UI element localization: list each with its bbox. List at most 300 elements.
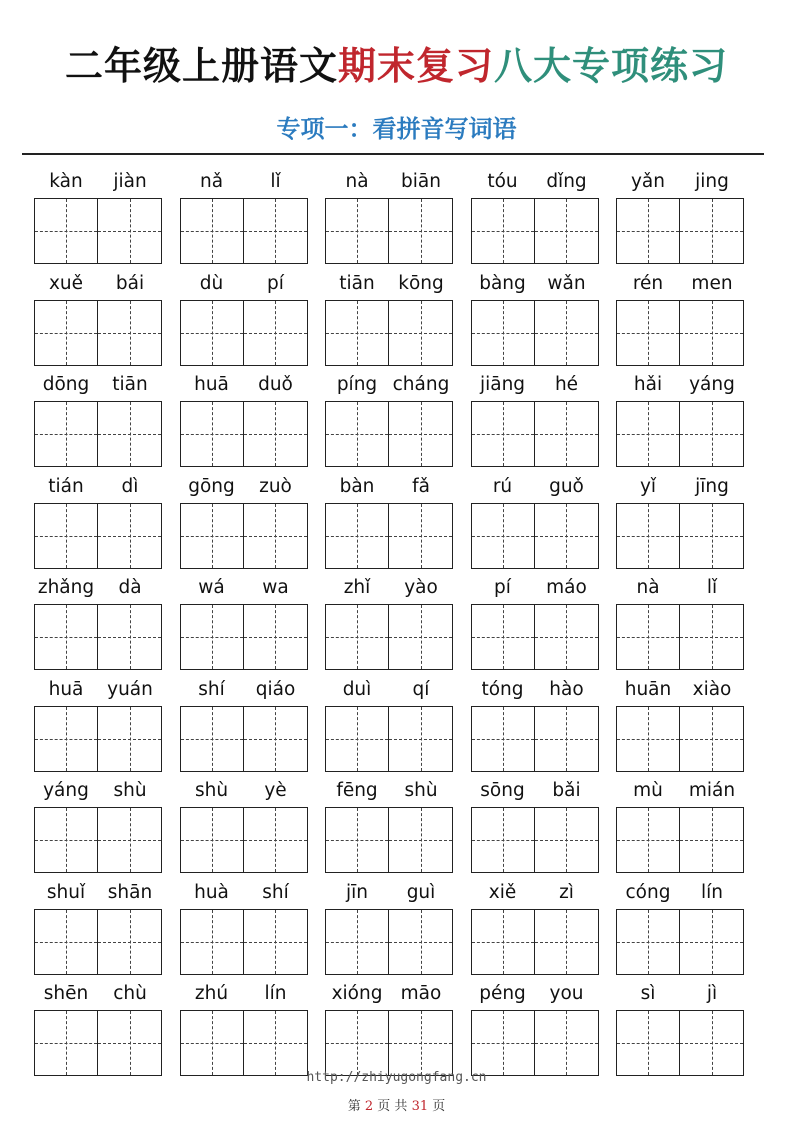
pinyin-syllable: men	[691, 272, 733, 294]
cell-horizontal-guide	[389, 231, 452, 232]
writing-boxes	[180, 503, 308, 569]
word-item	[616, 676, 744, 776]
pinyin-syllable: máo	[546, 577, 587, 598]
pinyin-syllable: huā	[48, 678, 84, 700]
cell-horizontal-guide	[472, 637, 534, 638]
word-item	[471, 371, 599, 471]
writing-boxes	[325, 604, 453, 670]
writing-boxes	[180, 300, 308, 366]
tian-zi-ge-cell[interactable]	[34, 604, 98, 670]
tian-zi-ge-cell[interactable]	[244, 198, 308, 264]
tian-zi-ge-cell[interactable]	[34, 909, 98, 975]
cell-horizontal-guide	[617, 637, 679, 638]
cell-horizontal-guide	[617, 942, 679, 943]
word-item	[616, 168, 744, 268]
tian-zi-ge-cell[interactable]	[471, 300, 535, 366]
pinyin-syllable: duǒ	[258, 374, 293, 395]
pinyin-syllable: shēn	[43, 983, 89, 1004]
cell-horizontal-guide	[244, 333, 307, 334]
tian-zi-ge-cell[interactable]	[244, 807, 308, 873]
cell-horizontal-guide	[472, 739, 534, 740]
cell-horizontal-guide	[181, 536, 243, 537]
cell-horizontal-guide	[472, 434, 534, 435]
writing-boxes	[471, 1010, 599, 1076]
cell-horizontal-guide	[389, 1043, 452, 1044]
word-row	[34, 980, 746, 1082]
tian-zi-ge-cell[interactable]	[535, 909, 599, 975]
pinyin-syllable: qiáo	[255, 678, 296, 700]
pinyin-syllable: hào	[549, 678, 584, 700]
cell-horizontal-guide	[389, 637, 452, 638]
word-item	[471, 473, 599, 573]
footer-total-pages: 31	[411, 1099, 429, 1114]
cell-horizontal-guide	[244, 942, 307, 943]
tian-zi-ge-cell[interactable]	[389, 300, 453, 366]
word-item	[471, 777, 599, 877]
pinyin-syllable: zhǎng	[37, 577, 95, 598]
pinyin-syllable: shù	[404, 780, 438, 801]
cell-horizontal-guide	[535, 434, 598, 435]
tian-zi-ge-cell[interactable]	[34, 503, 98, 569]
cell-horizontal-guide	[680, 536, 743, 537]
tian-zi-ge-cell[interactable]	[680, 1010, 744, 1076]
cell-horizontal-guide	[181, 840, 243, 841]
tian-zi-ge-cell[interactable]	[325, 401, 389, 467]
tian-zi-ge-cell[interactable]	[535, 401, 599, 467]
writing-boxes	[471, 300, 599, 366]
tian-zi-ge-cell[interactable]	[325, 706, 389, 772]
tian-zi-ge-cell[interactable]	[471, 909, 535, 975]
word-item	[325, 777, 453, 877]
cell-horizontal-guide	[472, 1043, 534, 1044]
pinyin-syllable: jing	[695, 171, 729, 192]
tian-zi-ge-cell[interactable]	[98, 807, 162, 873]
writing-boxes	[616, 401, 744, 467]
cell-horizontal-guide	[326, 942, 388, 943]
pinyin-syllable: nà	[636, 577, 660, 598]
tian-zi-ge-cell[interactable]	[471, 807, 535, 873]
cell-horizontal-guide	[389, 942, 452, 943]
writing-boxes	[180, 909, 308, 975]
pinyin-syllable: yè	[264, 780, 287, 801]
tian-zi-ge-cell[interactable]	[34, 807, 98, 873]
cell-horizontal-guide	[326, 231, 388, 232]
tian-zi-ge-cell[interactable]	[535, 604, 599, 670]
tian-zi-ge-cell[interactable]	[98, 604, 162, 670]
word-item	[34, 879, 162, 979]
pinyin-syllable: nǎ	[199, 171, 224, 192]
tian-zi-ge-cell[interactable]	[244, 706, 308, 772]
title-divider	[22, 153, 764, 155]
cell-horizontal-guide	[472, 536, 534, 537]
tian-zi-ge-cell[interactable]	[471, 1010, 535, 1076]
pinyin-syllable: péng	[479, 983, 526, 1004]
cell-horizontal-guide	[535, 739, 598, 740]
tian-zi-ge-cell[interactable]	[616, 300, 680, 366]
section-subtitle: 专项一：看拼音写词语	[276, 115, 517, 143]
writing-boxes	[180, 807, 308, 873]
tian-zi-ge-cell[interactable]	[535, 1010, 599, 1076]
cell-horizontal-guide	[389, 434, 452, 435]
word-item	[180, 270, 308, 370]
cell-horizontal-guide	[617, 434, 679, 435]
tian-zi-ge-cell[interactable]	[680, 198, 744, 264]
tian-zi-ge-cell[interactable]	[616, 604, 680, 670]
tian-zi-ge-cell[interactable]	[471, 401, 535, 467]
tian-zi-ge-cell[interactable]	[616, 503, 680, 569]
cell-horizontal-guide	[35, 739, 97, 740]
cell-horizontal-guide	[472, 942, 534, 943]
cell-horizontal-guide	[617, 536, 679, 537]
writing-boxes	[471, 198, 599, 264]
cell-horizontal-guide	[181, 1043, 243, 1044]
pinyin-syllable: gōng	[188, 475, 235, 497]
tian-zi-ge-cell[interactable]	[34, 300, 98, 366]
cell-horizontal-guide	[617, 739, 679, 740]
tian-zi-ge-cell[interactable]	[616, 198, 680, 264]
writing-boxes	[616, 909, 744, 975]
tian-zi-ge-cell[interactable]	[98, 198, 162, 264]
pinyin-syllable: pí	[267, 272, 284, 294]
tian-zi-ge-cell[interactable]	[325, 503, 389, 569]
word-item	[34, 168, 162, 268]
word-item	[34, 676, 162, 776]
footer-suffix: 页	[432, 1099, 446, 1114]
word-item	[180, 371, 308, 471]
footer-current-page: 2	[364, 1099, 374, 1114]
writing-boxes	[34, 1010, 162, 1076]
writing-boxes	[180, 401, 308, 467]
pinyin-syllable: shí	[198, 678, 225, 700]
cell-horizontal-guide	[181, 739, 243, 740]
pinyin-syllable: tián	[48, 475, 84, 497]
cell-horizontal-guide	[98, 1043, 161, 1044]
pinyin-syllable: jīng	[695, 475, 729, 497]
cell-horizontal-guide	[326, 637, 388, 638]
tian-zi-ge-cell[interactable]	[471, 604, 535, 670]
writing-boxes	[325, 1010, 453, 1076]
pinyin-syllable: huā	[194, 374, 229, 395]
pinyin-syllable: qí	[412, 678, 430, 700]
writing-boxes	[34, 401, 162, 467]
pinyin-syllable: jì	[706, 983, 718, 1004]
writing-boxes	[180, 198, 308, 264]
tian-zi-ge-cell[interactable]	[325, 1010, 389, 1076]
cell-horizontal-guide	[244, 231, 307, 232]
cell-horizontal-guide	[244, 739, 307, 740]
pinyin-syllable: nà	[345, 171, 369, 192]
cell-horizontal-guide	[326, 840, 388, 841]
writing-boxes	[34, 198, 162, 264]
cell-horizontal-guide	[244, 840, 307, 841]
cell-horizontal-guide	[35, 333, 97, 334]
writing-boxes	[616, 198, 744, 264]
cell-horizontal-guide	[389, 333, 452, 334]
word-item	[471, 168, 599, 268]
pinyin-syllable: dǐng	[546, 171, 587, 192]
pinyin-syllable: shù	[113, 780, 147, 801]
pinyin-syllable: yáng	[689, 374, 735, 395]
tian-zi-ge-cell[interactable]	[180, 807, 244, 873]
word-item	[616, 270, 744, 370]
pinyin-syllable: tóng	[481, 678, 524, 700]
pinyin-syllable: wǎn	[547, 272, 586, 294]
word-item	[180, 574, 308, 674]
word-item	[34, 371, 162, 471]
cell-horizontal-guide	[181, 333, 243, 334]
pinyin-syllable: zhǐ	[343, 577, 371, 598]
writing-boxes	[34, 807, 162, 873]
tian-zi-ge-cell[interactable]	[389, 198, 453, 264]
word-item	[325, 980, 453, 1080]
word-item	[180, 980, 308, 1080]
title-part-review: 期末复习	[337, 43, 494, 88]
cell-horizontal-guide	[680, 637, 743, 638]
writing-boxes	[325, 300, 453, 366]
pinyin-syllable: guǒ	[549, 475, 584, 497]
tian-zi-ge-cell[interactable]	[180, 706, 244, 772]
cell-horizontal-guide	[535, 942, 598, 943]
word-item	[616, 879, 744, 979]
cell-horizontal-guide	[244, 1043, 307, 1044]
cell-horizontal-guide	[617, 333, 679, 334]
cell-horizontal-guide	[389, 536, 452, 537]
writing-boxes	[471, 706, 599, 772]
cell-horizontal-guide	[98, 637, 161, 638]
pinyin-syllable: guì	[406, 881, 436, 903]
tian-zi-ge-cell[interactable]	[616, 706, 680, 772]
word-item	[325, 168, 453, 268]
pinyin-syllable: fēng	[336, 780, 378, 801]
tian-zi-ge-cell[interactable]	[389, 909, 453, 975]
writing-boxes	[616, 503, 744, 569]
tian-zi-ge-cell[interactable]	[180, 909, 244, 975]
tian-zi-ge-cell[interactable]	[535, 300, 599, 366]
watermark-url: http://zhiyugongfang.cn	[306, 1070, 487, 1085]
word-row	[34, 168, 746, 270]
tian-zi-ge-cell[interactable]	[244, 401, 308, 467]
tian-zi-ge-cell[interactable]	[180, 198, 244, 264]
tian-zi-ge-cell[interactable]	[180, 604, 244, 670]
pinyin-syllable: cóng	[625, 881, 671, 903]
pinyin-syllable: xuě	[48, 272, 84, 294]
word-item	[616, 980, 744, 1080]
pinyin-syllable: zhú	[194, 983, 229, 1004]
word-item	[325, 371, 453, 471]
tian-zi-ge-cell[interactable]	[680, 401, 744, 467]
tian-zi-ge-cell[interactable]	[616, 909, 680, 975]
writing-boxes	[616, 604, 744, 670]
tian-zi-ge-cell[interactable]	[680, 503, 744, 569]
writing-boxes	[180, 706, 308, 772]
cell-horizontal-guide	[98, 536, 161, 537]
tian-zi-ge-cell[interactable]	[98, 503, 162, 569]
pinyin-syllable: wá	[198, 577, 225, 598]
tian-zi-ge-cell[interactable]	[616, 1010, 680, 1076]
cell-horizontal-guide	[181, 231, 243, 232]
cell-horizontal-guide	[244, 434, 307, 435]
cell-horizontal-guide	[535, 637, 598, 638]
word-item	[180, 676, 308, 776]
writing-boxes	[471, 807, 599, 873]
pinyin-syllable: bái	[115, 272, 145, 294]
pinyin-syllable: mián	[688, 780, 736, 801]
tian-zi-ge-cell[interactable]	[471, 706, 535, 772]
tian-zi-ge-cell[interactable]	[325, 300, 389, 366]
writing-boxes	[325, 401, 453, 467]
tian-zi-ge-cell[interactable]	[180, 401, 244, 467]
pinyin-syllable: xióng	[331, 983, 383, 1004]
tian-zi-ge-cell[interactable]	[535, 807, 599, 873]
tian-zi-ge-cell[interactable]	[616, 807, 680, 873]
pinyin-syllable: jīn	[345, 881, 368, 903]
tian-zi-ge-cell[interactable]	[389, 807, 453, 873]
word-item	[34, 980, 162, 1080]
cell-horizontal-guide	[326, 333, 388, 334]
footer-middle: 页 共	[377, 1099, 408, 1114]
tian-zi-ge-cell[interactable]	[680, 909, 744, 975]
writing-boxes	[616, 706, 744, 772]
writing-boxes	[471, 401, 599, 467]
tian-zi-ge-cell[interactable]	[616, 401, 680, 467]
tian-zi-ge-cell[interactable]	[98, 401, 162, 467]
cell-horizontal-guide	[472, 840, 534, 841]
cell-horizontal-guide	[35, 637, 97, 638]
cell-horizontal-guide	[35, 840, 97, 841]
tian-zi-ge-cell[interactable]	[389, 1010, 453, 1076]
pinyin-syllable: lín	[264, 983, 287, 1004]
writing-boxes	[471, 604, 599, 670]
pinyin-syllable: xiào	[692, 678, 732, 700]
tian-zi-ge-cell[interactable]	[325, 909, 389, 975]
pinyin-syllable: tiān	[112, 374, 148, 395]
pinyin-syllable: rú	[492, 475, 513, 497]
word-row	[34, 270, 746, 372]
tian-zi-ge-cell[interactable]	[680, 604, 744, 670]
tian-zi-ge-cell[interactable]	[98, 300, 162, 366]
word-item	[616, 473, 744, 573]
word-item	[34, 270, 162, 370]
tian-zi-ge-cell[interactable]	[680, 706, 744, 772]
word-item	[471, 879, 599, 979]
pinyin-syllable: biān	[401, 171, 441, 192]
cell-horizontal-guide	[535, 231, 598, 232]
footer-prefix: 第	[347, 1099, 361, 1114]
tian-zi-ge-cell[interactable]	[535, 503, 599, 569]
pinyin-syllable: yǐ	[639, 475, 657, 497]
pinyin-syllable: bǎi	[552, 780, 581, 801]
tian-zi-ge-cell[interactable]	[680, 807, 744, 873]
writing-boxes	[325, 909, 453, 975]
word-item	[180, 879, 308, 979]
page-title	[0, 40, 793, 92]
word-item	[180, 168, 308, 268]
tian-zi-ge-cell[interactable]	[180, 503, 244, 569]
cell-horizontal-guide	[35, 434, 97, 435]
tian-zi-ge-cell[interactable]	[34, 706, 98, 772]
word-row	[34, 371, 746, 473]
pinyin-syllable: mù	[633, 780, 663, 801]
tian-zi-ge-cell[interactable]	[535, 706, 599, 772]
pinyin-syllable: sì	[640, 983, 656, 1004]
pinyin-syllable: píng	[336, 374, 378, 395]
pinyin-syllable: hé	[554, 374, 579, 395]
pinyin-syllable: chù	[113, 983, 147, 1004]
tian-zi-ge-cell[interactable]	[180, 300, 244, 366]
pinyin-syllable: xiě	[488, 881, 517, 903]
pinyin-syllable: yáng	[43, 780, 89, 801]
tian-zi-ge-cell[interactable]	[535, 198, 599, 264]
tian-zi-ge-cell[interactable]	[471, 503, 535, 569]
tian-zi-ge-cell[interactable]	[389, 706, 453, 772]
writing-boxes	[325, 706, 453, 772]
tian-zi-ge-cell[interactable]	[180, 1010, 244, 1076]
cell-horizontal-guide	[680, 1043, 743, 1044]
word-item	[325, 473, 453, 573]
tian-zi-ge-cell[interactable]	[325, 604, 389, 670]
tian-zi-ge-cell[interactable]	[34, 1010, 98, 1076]
word-item	[325, 676, 453, 776]
pinyin-syllable: kōng	[398, 272, 444, 294]
tian-zi-ge-cell[interactable]	[98, 706, 162, 772]
pinyin-syllable: rén	[632, 272, 664, 294]
cell-horizontal-guide	[181, 942, 243, 943]
cell-horizontal-guide	[680, 333, 743, 334]
word-item	[34, 777, 162, 877]
cell-horizontal-guide	[35, 1043, 97, 1044]
tian-zi-ge-cell[interactable]	[471, 198, 535, 264]
tian-zi-ge-cell[interactable]	[244, 909, 308, 975]
word-item	[325, 879, 453, 979]
tian-zi-ge-cell[interactable]	[244, 300, 308, 366]
tian-zi-ge-cell[interactable]	[389, 604, 453, 670]
tian-zi-ge-cell[interactable]	[98, 909, 162, 975]
pinyin-syllable: dà	[118, 577, 142, 598]
tian-zi-ge-cell[interactable]	[389, 401, 453, 467]
tian-zi-ge-cell[interactable]	[325, 198, 389, 264]
tian-zi-ge-cell[interactable]	[389, 503, 453, 569]
writing-boxes	[34, 604, 162, 670]
tian-zi-ge-cell[interactable]	[244, 503, 308, 569]
tian-zi-ge-cell[interactable]	[244, 1010, 308, 1076]
cell-horizontal-guide	[617, 231, 679, 232]
tian-zi-ge-cell[interactable]	[244, 604, 308, 670]
cell-horizontal-guide	[680, 840, 743, 841]
tian-zi-ge-cell[interactable]	[680, 300, 744, 366]
writing-boxes	[325, 198, 453, 264]
cell-horizontal-guide	[98, 333, 161, 334]
pinyin-syllable: lǐ	[706, 577, 718, 598]
tian-zi-ge-cell[interactable]	[34, 198, 98, 264]
pinyin-syllable: cháng	[392, 374, 450, 395]
pinyin-syllable: dù	[199, 272, 224, 294]
cell-horizontal-guide	[472, 231, 534, 232]
word-row	[34, 574, 746, 676]
word-item	[471, 574, 599, 674]
cell-horizontal-guide	[535, 333, 598, 334]
tian-zi-ge-cell[interactable]	[325, 807, 389, 873]
pinyin-syllable: māo	[400, 983, 442, 1004]
cell-horizontal-guide	[98, 840, 161, 841]
pinyin-syllable: shān	[107, 881, 153, 903]
cell-horizontal-guide	[535, 1043, 598, 1044]
tian-zi-ge-cell[interactable]	[34, 401, 98, 467]
tian-zi-ge-cell[interactable]	[98, 1010, 162, 1076]
pinyin-syllable: fǎ	[412, 475, 430, 497]
pinyin-syllable: lín	[700, 881, 723, 903]
cell-horizontal-guide	[35, 942, 97, 943]
writing-boxes	[180, 604, 308, 670]
